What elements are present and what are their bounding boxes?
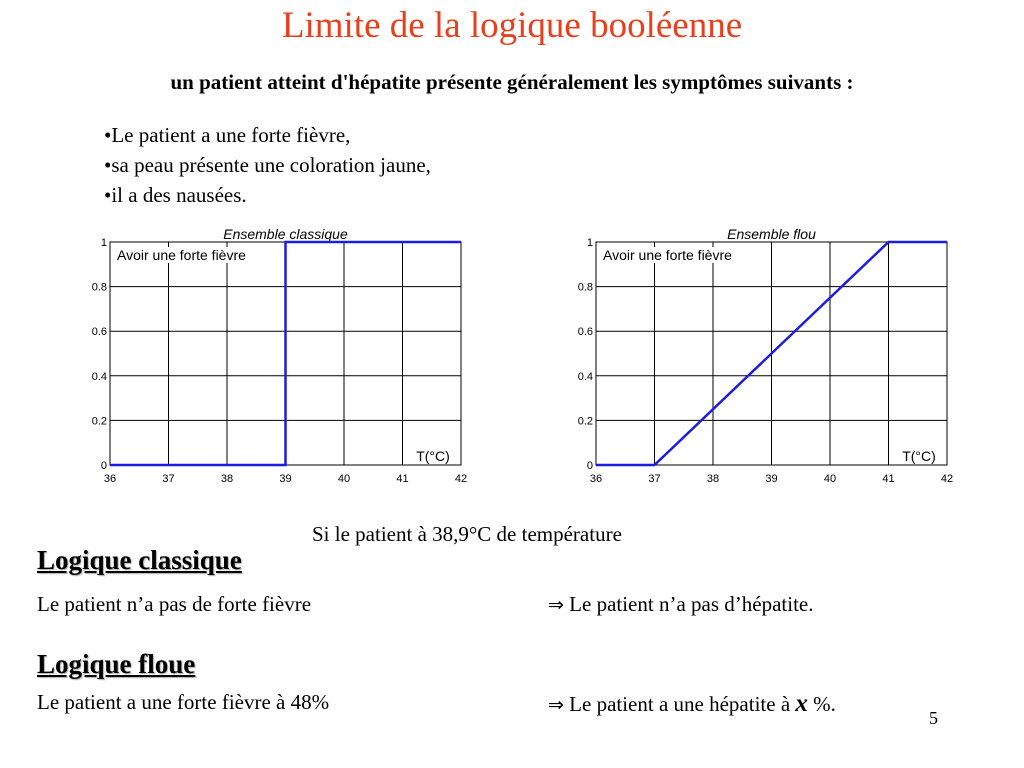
classic-conclusion: Le patient n’a pas d’hépatite. [569,592,814,616]
chart-title: Ensemble flou [727,226,816,242]
classic-set-chart-svg [80,222,480,512]
series-label: Avoir une forte fièvre [117,247,246,263]
x-tick-label: 38 [220,473,234,485]
fuzzy-logic-heading: Logique floue [37,649,196,679]
y-tick-label: 0.2 [577,415,593,428]
chart-title: Ensemble classique [223,226,348,242]
classic-conclusion-line [548,592,813,617]
y-tick-label: 0.6 [577,326,593,339]
x-tick-label: 42 [940,473,954,485]
y-tick-label: 1 [100,237,107,249]
x-tick-label: 39 [279,473,292,485]
fuzzy-set-chart [566,222,966,512]
x-tick-label: 42 [454,473,468,485]
x-tick-label: 36 [103,473,117,485]
x-axis-label: T(°C) [902,448,936,464]
x-tick-label: 37 [648,473,661,485]
y-tick-label: 0.2 [91,415,107,428]
fuzzy-set-chart-svg [566,222,966,512]
classic-premise: Le patient n’a pas de forte fièvre [37,592,312,616]
symptom-item-fever: •Le patient a une forte fièvre, [104,123,351,147]
slide-title: Limite de la logique booléenne [281,5,743,46]
symptom-item-nausea: •il a des nausées. [104,183,247,207]
x-tick-label: 38 [706,473,720,485]
implies-icon: ⇒ [548,694,564,716]
y-tick-label: 0.8 [91,281,107,294]
x-tick-label: 41 [396,473,409,485]
x-tick-label: 39 [765,473,778,485]
y-tick-label: 0 [586,460,593,472]
fuzzy-premise: Le patient a une forte fièvre à 48% [37,690,330,714]
y-tick-label: 0.6 [91,326,107,339]
x-tick-label: 37 [162,473,175,485]
fuzzy-conclusion-suffix: %. [807,692,836,716]
y-tick-label: 0.4 [577,370,593,383]
page-number: 5 [929,708,938,728]
implies-icon: ⇒ [548,594,564,616]
membership-series-line [110,242,461,465]
x-tick-label: 36 [589,473,603,485]
series-label: Avoir une forte fièvre [603,247,732,263]
classic-set-chart [80,222,480,512]
y-tick-label: 0 [100,460,107,472]
x-tick-label: 40 [823,473,837,485]
fuzzy-conclusion-variable: x [795,690,808,717]
symptom-item-skin: •sa peau présente une coloration jaune, [104,153,431,177]
y-tick-label: 0.8 [577,281,593,294]
fuzzy-conclusion: Le patient a une hépatite à [569,692,796,716]
slide-subtitle: un patient atteint d'hépatite présente généralement les symptômes suivants : [170,70,854,94]
x-axis-label: T(°C) [416,448,450,464]
symptom-list [104,120,431,210]
classic-logic-heading: Logique classique [37,545,242,575]
x-tick-label: 40 [337,473,351,485]
y-tick-label: 1 [586,237,593,249]
fuzzy-conclusion-line [548,690,836,718]
temperature-question: Si le patient à 38,9°C de température [312,522,622,546]
y-tick-label: 0.4 [91,370,107,383]
x-tick-label: 41 [882,473,895,485]
